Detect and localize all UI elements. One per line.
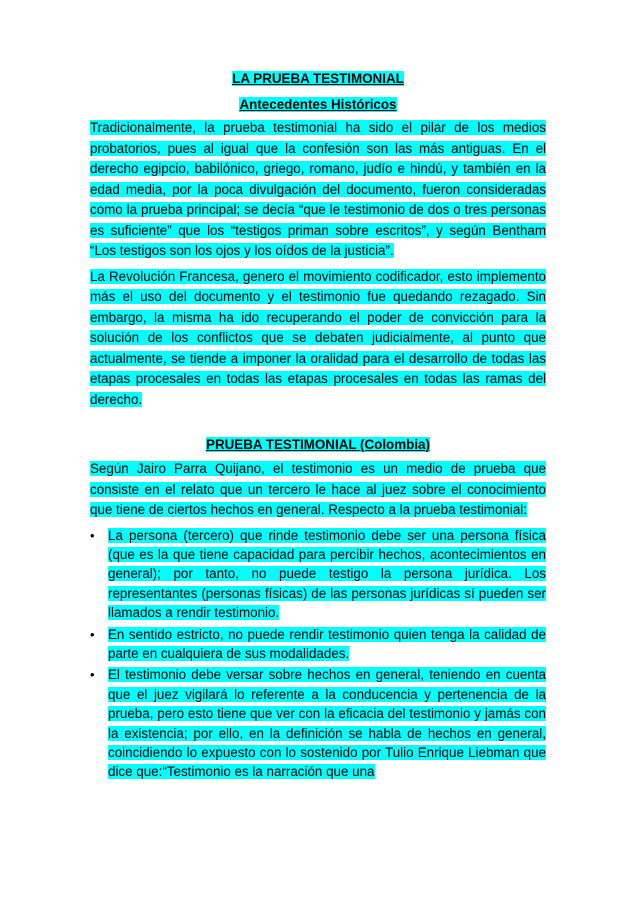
paragraph-french-revolution-text: La Revolución Francesa, genero el movimiento codificador, esto implemento más el uso del documento y el testimonio fue quedando rezagado. Sin embargo, la misma ha ido recuperando el poder de convicción para la solución de los conflictos que se debaten judicialmente, al punto que actualmente, se tiende a imponer la oralidad para el desarrollo de todas las etapas procesales en todas las etapas procesales en todas las ramas del derecho. <box>90 268 546 407</box>
paragraph-definition-text: Según Jairo Parra Quijano, el testimonio es un medio de prueba que consiste en el relato que un tercero le hace al juez sobre el conocimiento que tiene de ciertos hechos en general. Respecto a la prueba testimonial: <box>90 461 546 517</box>
document-title-text: LA PRUEBA TESTIMONIAL <box>232 71 404 86</box>
paragraph-historical-background <box>90 118 546 262</box>
list-item-text: En sentido estricto, no puede rendir testimonio quien tenga la calidad de parte en cualquiera de sus modalidades. <box>108 626 546 661</box>
list-item-text: La persona (tercero) que rinde testimonio debe ser una persona física (que es la que tiene capacidad para percibir hechos, acontecimientos en general); por tanto, no puede testigo la persona jurídica. Los representantes (personas físicas) de las personas jurídicas sí pueden ser llamados a rendir testimonio. <box>108 527 546 621</box>
bullet-icon: • <box>90 626 95 642</box>
bullet-list <box>90 526 546 782</box>
list-item <box>90 665 546 781</box>
document-subtitle-text: Antecedentes Históricos <box>239 97 397 112</box>
list-item <box>90 625 546 664</box>
paragraph-definition <box>90 459 546 521</box>
list-item <box>90 526 546 623</box>
section-title-colombia-text: PRUEBA TESTIMONIAL (Colombia) <box>206 437 430 452</box>
paragraph-french-revolution <box>90 267 546 411</box>
bullet-icon: • <box>90 527 95 543</box>
list-item-text: El testimonio debe versar sobre hechos en general, teniendo en cuenta que el juez vigilará lo referente a la conducencia y pertenencia de la prueba, pero esto tiene que ver con la eficacia del testimonio y jamás con la existencia; por ello, en la definición se habla de hechos en general, coincidiendo lo expuesto con lo sostenido por Tulio Enrique Liebman que dice que:“Testimonio es la narración que una <box>108 667 546 780</box>
paragraph-historical-background-text: Tradicionalmente, la prueba testimonial ha sido el pilar de los medios probatorios, pues al igual que la confesión son las más antiguas. En el derecho egipcio, babilónico, griego, romano, judío e hindú, y también en la edad media, por la poca divulgación del documento, fueron consideradas como la prueba principal; se decía “que le testimonio de dos o tres personas es suficiente” que los “testigos priman sobre escritos”, y según Bentham “Los testigos son los ojos y los oídos de la justicia”. <box>90 120 546 258</box>
section-title-colombia <box>90 436 546 454</box>
document-title <box>90 70 546 88</box>
document-page <box>90 70 546 784</box>
bullet-icon: • <box>90 667 95 683</box>
document-subtitle <box>90 96 546 114</box>
